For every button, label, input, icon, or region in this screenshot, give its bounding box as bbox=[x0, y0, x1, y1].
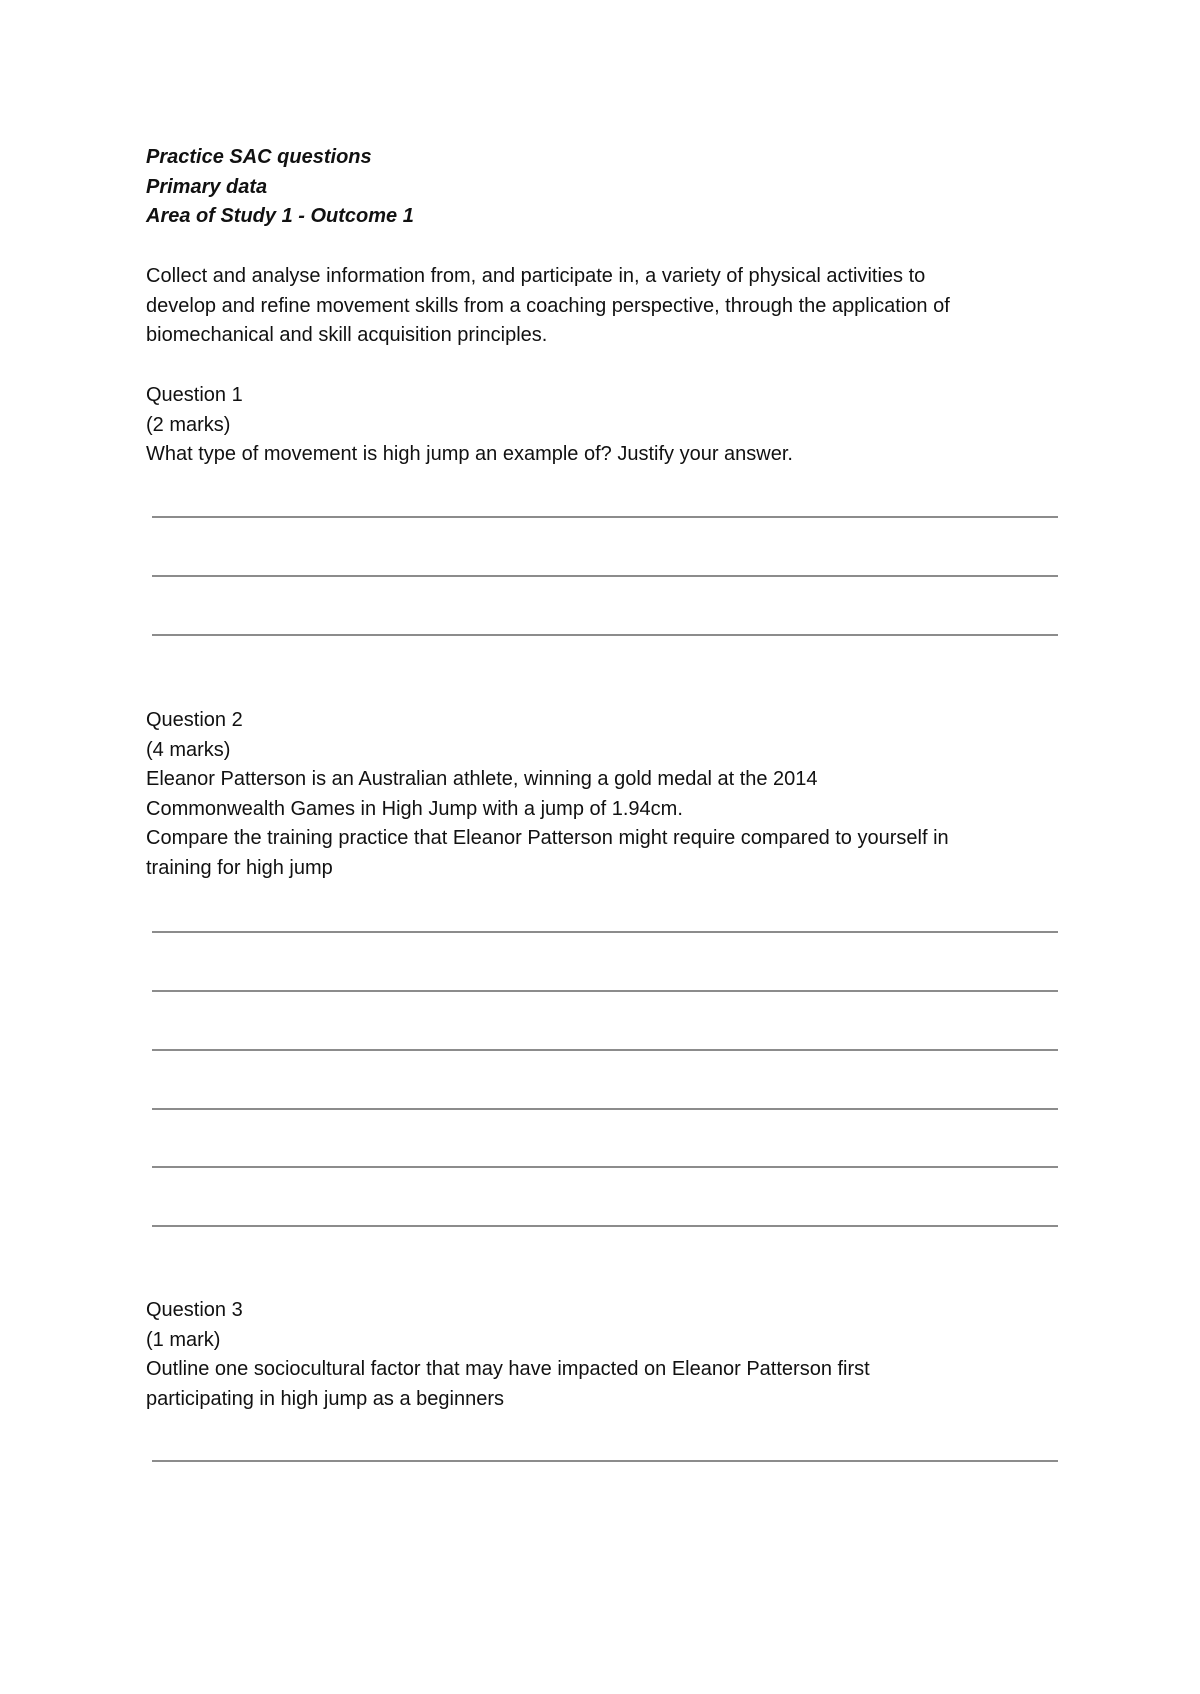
question-2 bbox=[146, 706, 1066, 883]
outcome-description-line: biomechanical and skill acquisition principles. bbox=[146, 324, 548, 346]
document-title: Practice SAC questions bbox=[146, 146, 372, 168]
document-outcome: Area of Study 1 - Outcome 1 bbox=[146, 205, 414, 227]
question-3-marks: (1 mark) bbox=[146, 1328, 221, 1351]
document-header bbox=[146, 143, 1066, 232]
question-2-prompt-line: training for high jump bbox=[146, 856, 333, 879]
outcome-description-line: develop and refine movement skills from a coaching perspective, through the application of bbox=[146, 294, 950, 317]
question-1-prompt: What type of movement is high jump an example of? Justify your answer. bbox=[146, 443, 793, 465]
question-2-answer-line[interactable] bbox=[152, 1166, 1058, 1168]
outcome-description-line: Collect and analyse information from, and participate in, a variety of physical activities to bbox=[146, 265, 926, 287]
question-2-prompt-line: Eleanor Patterson is an Australian athlete, winning a gold medal at the 2014 bbox=[146, 768, 818, 790]
question-2-prompt-line: Commonwealth Games in High Jump with a jump of 1.94cm. bbox=[146, 797, 683, 820]
question-2-answer-line[interactable] bbox=[152, 990, 1058, 992]
question-3-answer-line[interactable] bbox=[152, 1460, 1058, 1462]
question-2-answer-line[interactable] bbox=[152, 1049, 1058, 1051]
question-2-prompt-line: Compare the training practice that Eleanor Patterson might require compared to yourself in bbox=[146, 827, 949, 849]
question-2-answer-line[interactable] bbox=[152, 1225, 1058, 1227]
outcome-description bbox=[146, 262, 1066, 351]
question-2-title: Question 2 bbox=[146, 709, 243, 731]
question-1-marks: (2 marks) bbox=[146, 413, 231, 436]
question-3 bbox=[146, 1296, 1066, 1414]
question-1-answer-line[interactable] bbox=[152, 516, 1058, 518]
question-1-answer-line[interactable] bbox=[152, 575, 1058, 577]
question-1-answer-line[interactable] bbox=[152, 634, 1058, 636]
question-2-answer-line[interactable] bbox=[152, 1108, 1058, 1110]
question-3-prompt-line: Outline one sociocultural factor that may have impacted on Eleanor Patterson first bbox=[146, 1358, 870, 1380]
question-3-title: Question 3 bbox=[146, 1299, 243, 1321]
document-subtitle: Primary data bbox=[146, 175, 268, 198]
question-3-prompt-line: participating in high jump as a beginners bbox=[146, 1387, 504, 1410]
question-1 bbox=[146, 381, 1066, 470]
question-2-marks: (4 marks) bbox=[146, 738, 231, 761]
question-1-title: Question 1 bbox=[146, 384, 243, 406]
question-2-answer-line[interactable] bbox=[152, 931, 1058, 933]
